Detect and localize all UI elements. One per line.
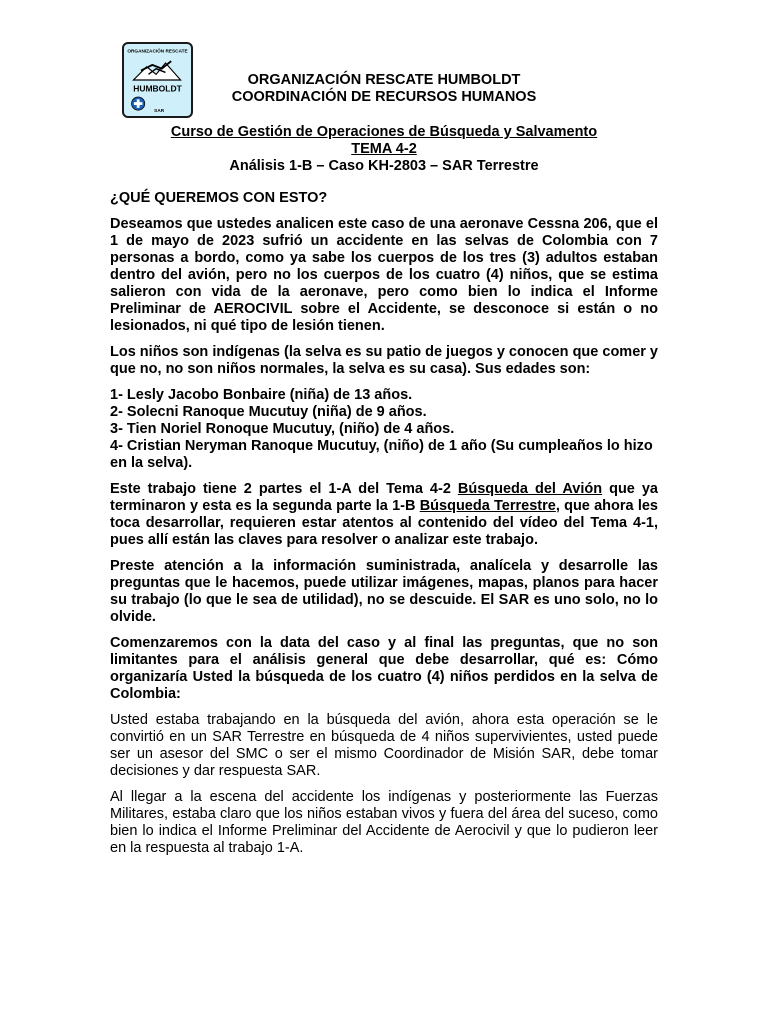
course-title: Curso de Gestión de Operaciones de Búsqueda y Salvamento (170, 124, 598, 140)
paragraph-attention: Preste atención a la información suministrada, analícela y desarrolle las preguntas que le hacemos, puede utilizar imágenes, mapas, planos para hacer su trabajo (lo que le sea de utilidad), no se descuide. El SAR es uno solo, no lo olvide. (110, 558, 658, 625)
children-list (110, 387, 658, 472)
list-item: 2- Solecni Ranoque Mucutuy (niña) de 9 años. (110, 404, 427, 420)
list-item: 4- Cristian Neryman Ranoque Mucutuy, (niño) de 1 año (Su cumpleaños lo hizo en la selva). (110, 438, 653, 471)
organization-logo (122, 42, 193, 118)
document-header (200, 72, 568, 106)
underlined-busqueda-avion: Búsqueda del Avión (457, 481, 603, 497)
course-tema: TEMA 4-2 (351, 141, 417, 157)
course-title-block (110, 124, 658, 175)
list-item: 1- Lesly Jacobo Bonbaire (niña) de 13 años. (110, 387, 413, 403)
paragraph-role: Usted estaba trabajando en la búsqueda del avión, ahora esta operación se le convirtió en un SAR Terrestre en búsqueda de 4 niños supervivientes, usted puede ser un asesor del SMC o ser el mismo Coordinador de Misión SAR, debe tomar decisiones y dar respuesta SAR. (110, 712, 658, 779)
paragraph-work-parts (110, 481, 658, 549)
document-body (110, 190, 658, 866)
text-segment: que ya terminaron y esta es la segunda parte la 1-B (110, 481, 658, 514)
header-organization: ORGANIZACIÓN RESCATE HUMBOLDT (247, 72, 521, 88)
paragraph-questions-intro: Comenzaremos con la data del caso y al final las preguntas, que no son limitantes para el análisis general que debe desarrollar, qué es: Cómo organizaría Usted la búsqueda de los cuatro (4) niños perdidos en la selva de Colombia: (110, 635, 658, 702)
paragraph-children-intro: Los niños son indígenas (la selva es su patio de juegos y conocen que comer y que no, no son niños normales, la selva es su casa). Sus edades son: (110, 344, 658, 377)
paragraph-scene: Al llegar a la escena del accidente los indígenas y posteriormente las Fuerzas Militares, estaba claro que los niños estaban vivos y fuera del área del suceso, como bien lo indica el Informe Preliminar del Accidente de Aerocivil y que lo pudieron leer en la respuesta al trabajo 1-A. (110, 789, 658, 856)
text-segment: , que ahora les toca desarrollar, requieren estar atentos al contenido del vídeo del Tema 4-1, pues allí están las claves para resolver o analizar este trabajo. (110, 498, 658, 548)
logo-sub-text: SAR (154, 108, 165, 114)
header-department: COORDINACIÓN DE RECURSOS HUMANOS (231, 89, 537, 105)
logo-name-text: HUMBOLDT (133, 83, 182, 94)
underlined-busqueda-terrestre: Búsqueda Terrestre (419, 498, 556, 514)
list-item: 3- Tien Noriel Ronoque Mucutuy, (niño) de 4 años. (110, 421, 455, 437)
text-segment: Este trabajo tiene 2 partes el 1-A del Tema 4-2 (110, 481, 458, 497)
course-analysis: Análisis 1-B – Caso KH-2803 – SAR Terrestre (229, 158, 539, 174)
paragraph-case-description: Deseamos que ustedes analicen este caso de una aeronave Cessna 206, que el 1 de mayo de 2023 sufrió un accidente en las selvas de Colombia con 7 personas a bordo, como ya sabe los cuerpos de los tres (3) adultos estaban dentro del avión, pero no los cuerpos de los cuatro (4) niños, que se estima salieron con vida de la aeronave, pero como bien lo indica el Informe Preliminar de AEROCIVIL sobre el Accidente, se desconoce si están o no lesionados, ni qué tipo de lesión tienen. (110, 216, 658, 334)
logo-top-text: ORGANIZACIÓN RESCATE (127, 48, 188, 54)
section-heading: ¿QUÉ QUEREMOS CON ESTO? (110, 190, 328, 206)
